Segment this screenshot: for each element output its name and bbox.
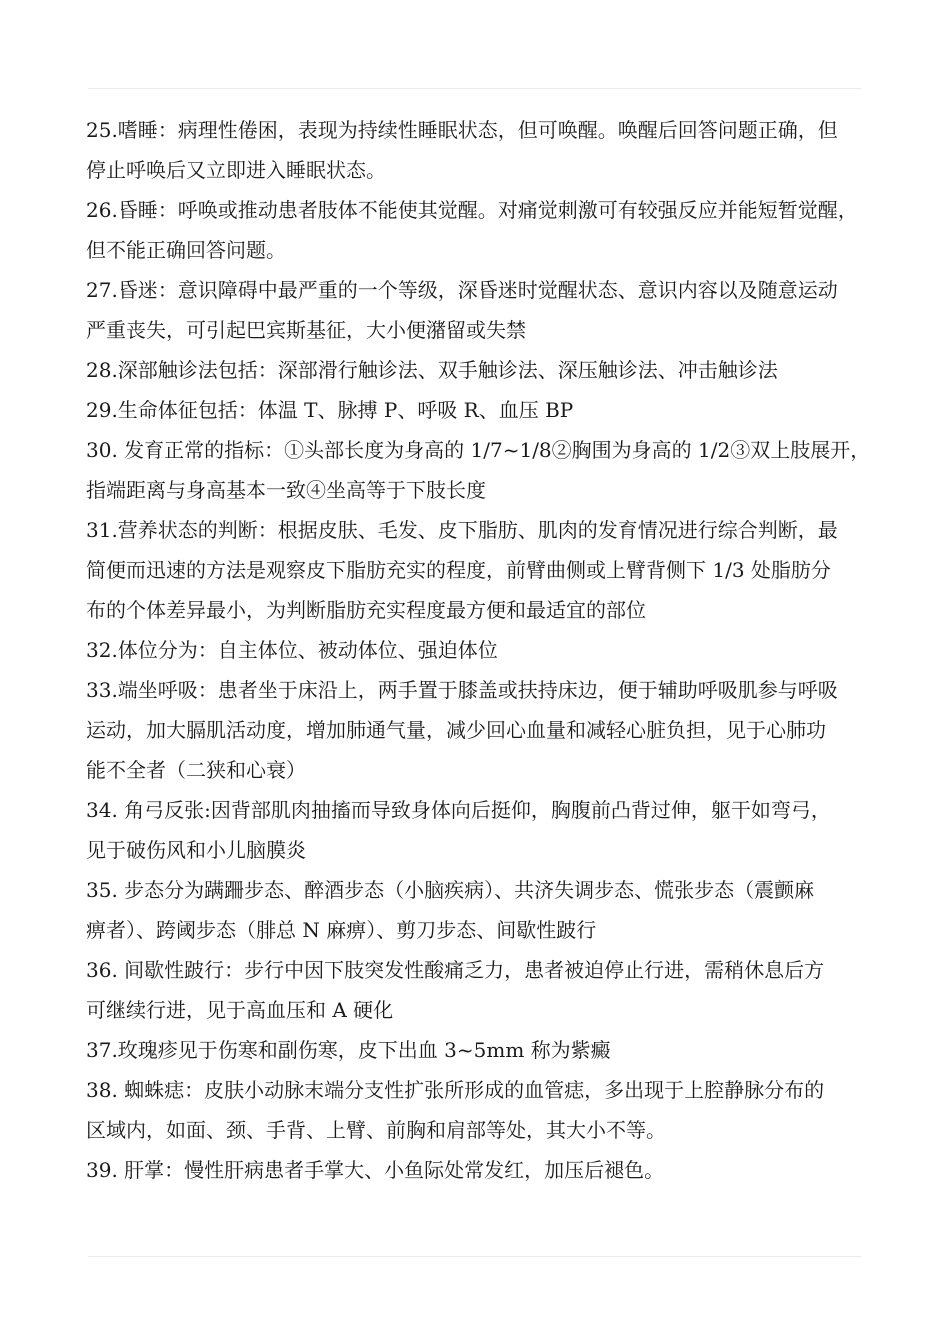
entry-27: 27.昏迷：意识障碍中最严重的一个等级，深昏迷时觉醒状态、意识内容以及随意运动 严重丧失，可引起巴宾斯基征，大小便潴留或失禁 — [86, 278, 838, 342]
entry-25: 25.嗜睡：病理性倦困，表现为持续性睡眠状态，但可唤醒。唤醒后回答问题正确，但 停止呼唤后又立即进入睡眠状态。 — [86, 118, 838, 182]
entry-36: 36. 间歇性跛行：步行中因下肢突发性酸痛乏力，患者被迫停止行进，需稍休息后方 可继续行进，见于高血压和 A 硬化 — [86, 958, 825, 1022]
entry-28: 28.深部触诊法包括：深部滑行触诊法、双手触诊法、深压触诊法、冲击触诊法 — [86, 358, 778, 382]
entry-29: 29.生命体征包括：体温 T、脉搏 P、呼吸 R、血压 BP — [86, 398, 574, 422]
footer-rule — [88, 1256, 862, 1257]
entry-26: 26.昏睡：呼唤或推动患者肢体不能使其觉醒。对痛觉刺激可有较强反应并能短暂觉醒， 但不能正确回答问题。 — [86, 198, 858, 262]
entry-34: 34. 角弓反张:因背部肌肉抽搐而导致身体向后挺仰，胸腹前凸背过伸，躯干如弯弓， 见于破伤风和小儿脑膜炎 — [86, 798, 831, 862]
entry-38: 38. 蜘蛛痣：皮肤小动脉末端分支性扩张所形成的血管痣，多出现于上腔静脉分布的 区域内，如面、颈、手背、上臂、前胸和肩部等处，其大小不等。 — [86, 1078, 825, 1142]
entry-39: 39. 肝掌：慢性肝病患者手掌大、小鱼际处常发红，加压后褪色。 — [86, 1158, 665, 1182]
entry-32: 32.体位分为：自主体位、被动体位、强迫体位 — [86, 638, 498, 662]
entry-30: 30. 发育正常的指标：①头部长度为身高的 1/7~1/8②胸围为身高的 1/2③双上肢展开， 指端距离与身高基本一致④坐高等于下肢长度 — [86, 438, 871, 502]
document-body — [86, 110, 878, 1190]
entry-35: 35. 步态分为蹒跚步态、醉酒步态（小脑疾病）、共济失调步态、慌张步态（震颤麻 痹者）、跨阈步态（腓总 N 麻痹）、剪刀步态、间歇性跛行 — [86, 878, 815, 942]
entry-31: 31.营养状态的判断：根据皮肤、毛发、皮下脂肪、肌肉的发育情况进行综合判断，最 简便而迅速的方法是观察皮下脂肪充实的程度，前臂曲侧或上臂背侧下 1/3 处脂肪分 布的个体差异最小，为判断脂肪充实程度最方便和最适宜的部位 — [86, 518, 838, 622]
entry-37: 37.玫瑰疹见于伤寒和副伤寒，皮下出血 3~5mm 称为紫癜 — [86, 1038, 611, 1062]
header-rule — [88, 88, 862, 89]
entry-33: 33.端坐呼吸：患者坐于床沿上，两手置于膝盖或扶持床边，便于辅助呼吸肌参与呼吸 运动，加大膈肌活动度，增加肺通气量，减少回心血量和减轻心脏负担，见于心肺功 能不全者（二狭和心衰） — [86, 678, 838, 782]
